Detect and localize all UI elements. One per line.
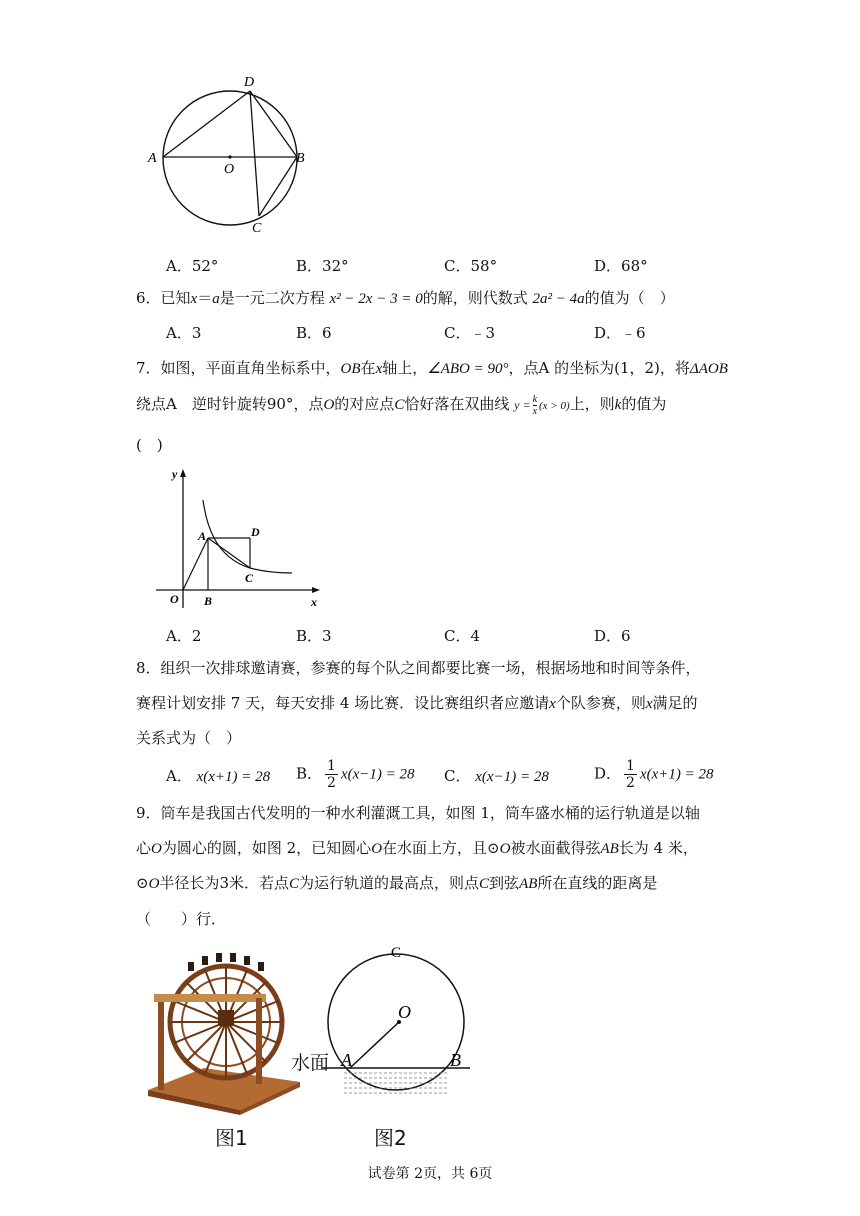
q9-label-b: B [450,1050,461,1070]
q7-segment-ac [208,538,250,568]
q7-x-arrow [312,587,320,593]
q8-option-a[interactable]: A． x(x+1) = 28 [166,767,271,785]
q7-y-arrow [180,469,186,477]
q6-option-b[interactable]: B．6 [296,324,332,342]
q8-option-d[interactable]: D． $\frac{1}{2}$ x(x+1) = 28 [594,758,714,791]
q5-circle-figure [140,72,330,242]
q7-label-y: y [172,467,178,481]
q8-stem-line1: 8．组织一次排球邀请赛，参赛的每个队之间都要比赛一场，根据场地和时间等条件， [136,659,701,677]
q5-center-dot [228,155,231,158]
q7-coordinate-figure [150,462,330,612]
q7-option-a[interactable]: A．2 [166,627,202,645]
q7-option-b[interactable]: B．3 [296,627,332,645]
q5-option-d[interactable]: D．68° [594,257,648,275]
q6-option-a[interactable]: A．3 [166,324,202,342]
q7-option-c[interactable]: C．4 [444,627,481,645]
q6-option-c[interactable]: C．﹣3 [444,324,496,342]
q5-label-b: B [296,151,305,166]
q7-stem-line3: ( ) [136,436,163,454]
q9-water-label: 水面 [291,1052,330,1074]
q7-label-o: O [170,592,179,606]
q7-stem-line1: 7．如图，平面直角坐标系中，OB在x轴上，∠ABO = 90°，点A 的坐标为(1，2)，将ΔAOB [136,359,728,377]
q9-fig2-caption: 图2 [374,1126,407,1150]
q9-radius-oa [350,1022,399,1068]
q6-option-d[interactable]: D．﹣6 [594,324,646,342]
q5-chord-db [250,91,297,157]
q5-option-a[interactable]: A．52° [166,257,219,275]
q5-label-a: A [148,151,157,166]
q9-label-o: O [398,1002,411,1022]
page-footer: 试卷第 2页，共 6页 [367,1166,493,1182]
q5-chord-ad [163,91,250,157]
q7-fraction: $\frac{k}{x}$ [532,393,538,417]
q5-label-d: D [244,75,255,90]
q5-option-c[interactable]: C．58° [444,257,498,275]
q8-stem-line2: 赛程计划安排 7 天，每天安排 4 场比赛．设比赛组织者应邀请x个队参赛，则x满足的 [136,694,698,712]
q8-stem-line3: 关系式为（ ） [136,729,242,747]
q7-stem-line2: 绕点A 逆时针旋转90°，点O的对应点C恰好落在双曲线 y = $\frac{k}{x}$ (x > 0)上，则k的值为 [136,393,667,417]
q9-stem-line3: ⊙O半径长为3米．若点C为运行轨道的最高点，则点C到弦AB所在直线的距离是 [136,874,658,892]
q7-label-c: C [245,571,254,585]
q7-label-a: A [198,529,207,543]
q7-label-x: x [311,595,317,609]
q5-chord-dc [250,91,259,216]
q9-stem-line1: 9．筒车是我国古代发明的一种水利灌溉工具，如图 1，筒车盛水桶的运行轨道是以轴 [136,804,700,822]
q9-fig1-caption: 图1 [215,1126,248,1150]
q5-option-b[interactable]: B．32° [296,257,349,275]
q8-option-b[interactable]: B． $\frac{1}{2}$ x(x−1) = 28 [296,758,415,791]
q7-hyperbola [203,500,292,573]
q9-water-wheel-image [144,950,304,1115]
q9-circle-figure [284,940,504,1100]
q5-label-o: O [224,162,235,177]
q8-option-c[interactable]: C． x(x−1) = 28 [444,767,549,785]
q6-stem: 6．已知x＝a是一元二次方程 x² − 2x − 3 = 0的解，则代数式 2a² − 4a的值为（ ） [136,289,675,307]
q9-stem-line2: 心O为圆心的圆，如图 2，已知圆心O在水面上方，且⊙O被水面截得弦AB长为 4 米， [136,839,698,857]
q7-segment-oa [183,538,208,590]
q9-label-a: A [341,1050,352,1070]
q9-stem-line4: （ ）行． [136,910,227,928]
q9-label-c: C [391,945,402,961]
q7-label-d: D [251,525,260,539]
q5-label-c: C [252,221,262,236]
q9-wheel-base [148,1068,300,1110]
q7-label-b: B [204,594,213,608]
q7-option-d[interactable]: D．6 [594,627,631,645]
